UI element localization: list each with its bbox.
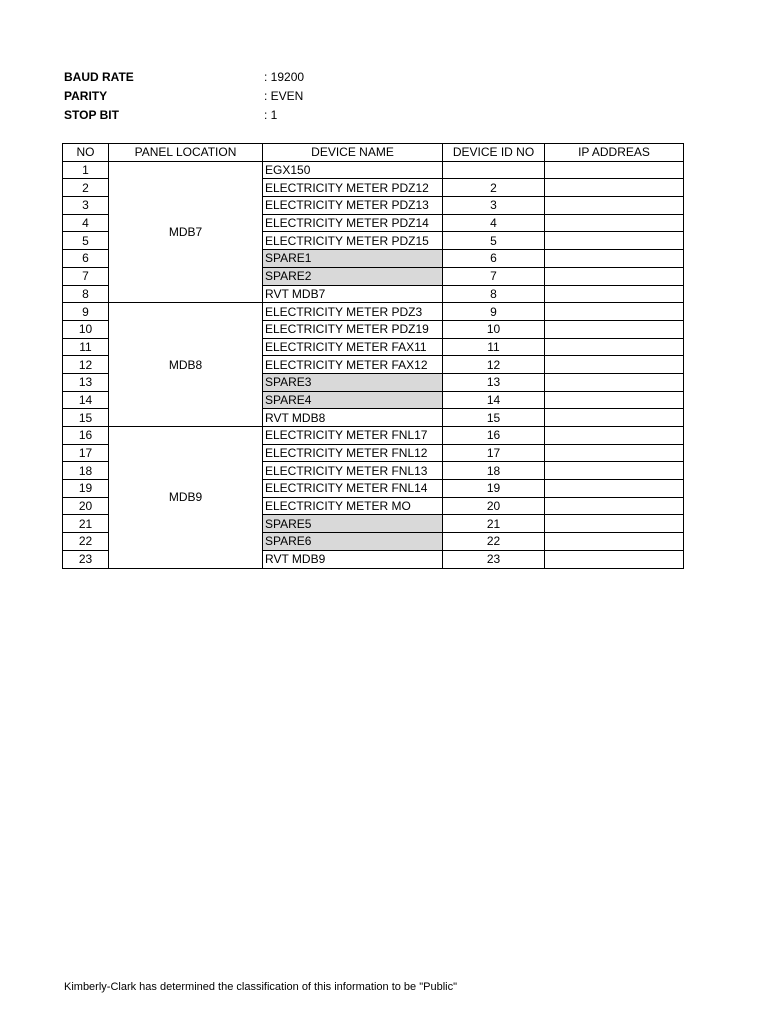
ip-address-cell bbox=[545, 267, 684, 285]
device-id-cell: 14 bbox=[443, 391, 545, 409]
row-number: 9 bbox=[63, 303, 109, 321]
header-no: NO bbox=[63, 144, 109, 162]
device-name-cell: RVT MDB9 bbox=[263, 550, 443, 568]
row-number: 7 bbox=[63, 267, 109, 285]
header-ip-address: IP ADDREAS bbox=[545, 144, 684, 162]
device-id-cell: 16 bbox=[443, 427, 545, 445]
row-number: 23 bbox=[63, 550, 109, 568]
ip-address-cell bbox=[545, 373, 684, 391]
ip-address-cell bbox=[545, 444, 684, 462]
device-name-cell: SPARE6 bbox=[263, 533, 443, 551]
row-number: 2 bbox=[63, 179, 109, 197]
device-name-cell: ELECTRICITY METER FAX12 bbox=[263, 356, 443, 374]
device-id-cell: 15 bbox=[443, 409, 545, 427]
device-id-cell: 6 bbox=[443, 250, 545, 268]
device-name-cell: ELECTRICITY METER PDZ13 bbox=[263, 197, 443, 215]
device-id-cell: 19 bbox=[443, 480, 545, 498]
device-name-cell: SPARE1 bbox=[263, 250, 443, 268]
device-name-cell: ELECTRICITY METER FNL14 bbox=[263, 480, 443, 498]
device-name-cell: RVT MDB8 bbox=[263, 409, 443, 427]
device-name-cell: ELECTRICITY METER MO bbox=[263, 497, 443, 515]
device-id-cell: 7 bbox=[443, 267, 545, 285]
table-row bbox=[63, 427, 684, 445]
stop-bit-row bbox=[64, 106, 364, 125]
device-id-cell: 18 bbox=[443, 462, 545, 480]
ip-address-cell bbox=[545, 480, 684, 498]
ip-address-cell bbox=[545, 533, 684, 551]
device-name-cell: ELECTRICITY METER FNL12 bbox=[263, 444, 443, 462]
row-number: 18 bbox=[63, 462, 109, 480]
row-number: 17 bbox=[63, 444, 109, 462]
device-name-cell: ELECTRICITY METER PDZ14 bbox=[263, 214, 443, 232]
header-panel-location: PANEL LOCATION bbox=[109, 144, 263, 162]
device-id-cell: 3 bbox=[443, 197, 545, 215]
device-id-cell: 20 bbox=[443, 497, 545, 515]
ip-address-cell bbox=[545, 161, 684, 179]
device-table bbox=[62, 143, 684, 569]
device-name-cell: ELECTRICITY METER FNL17 bbox=[263, 427, 443, 445]
ip-address-cell bbox=[545, 232, 684, 250]
ip-address-cell bbox=[545, 497, 684, 515]
device-name-cell: ELECTRICITY METER PDZ19 bbox=[263, 320, 443, 338]
communication-settings bbox=[64, 68, 364, 125]
ip-address-cell bbox=[545, 320, 684, 338]
row-number: 1 bbox=[63, 161, 109, 179]
row-number: 16 bbox=[63, 427, 109, 445]
stop-bit-value: : 1 bbox=[264, 108, 278, 122]
device-name-cell: ELECTRICITY METER PDZ12 bbox=[263, 179, 443, 197]
ip-address-cell bbox=[545, 462, 684, 480]
device-id-cell: 12 bbox=[443, 356, 545, 374]
device-name-cell: ELECTRICITY METER FNL13 bbox=[263, 462, 443, 480]
ip-address-cell bbox=[545, 515, 684, 533]
ip-address-cell bbox=[545, 250, 684, 268]
device-name-cell: ELECTRICITY METER FAX11 bbox=[263, 338, 443, 356]
table-body bbox=[63, 161, 684, 568]
header-device-name: DEVICE NAME bbox=[263, 144, 443, 162]
header-device-id: DEVICE ID NO bbox=[443, 144, 545, 162]
ip-address-cell bbox=[545, 214, 684, 232]
table-row bbox=[63, 161, 684, 179]
device-id-cell: 8 bbox=[443, 285, 545, 303]
ip-address-cell bbox=[545, 285, 684, 303]
classification-footer: Kimberly-Clark has determined the classification of this information to be "Public" bbox=[64, 981, 457, 993]
device-id-cell: 17 bbox=[443, 444, 545, 462]
device-id-cell: 4 bbox=[443, 214, 545, 232]
ip-address-cell bbox=[545, 427, 684, 445]
ip-address-cell bbox=[545, 356, 684, 374]
row-number: 15 bbox=[63, 409, 109, 427]
device-name-cell: ELECTRICITY METER PDZ3 bbox=[263, 303, 443, 321]
device-name-cell: RVT MDB7 bbox=[263, 285, 443, 303]
row-number: 12 bbox=[63, 356, 109, 374]
device-id-cell bbox=[443, 161, 545, 179]
device-name-cell: SPARE5 bbox=[263, 515, 443, 533]
device-name-cell: EGX150 bbox=[263, 161, 443, 179]
device-id-cell: 11 bbox=[443, 338, 545, 356]
row-number: 14 bbox=[63, 391, 109, 409]
device-id-cell: 22 bbox=[443, 533, 545, 551]
row-number: 21 bbox=[63, 515, 109, 533]
row-number: 20 bbox=[63, 497, 109, 515]
row-number: 11 bbox=[63, 338, 109, 356]
row-number: 10 bbox=[63, 320, 109, 338]
row-number: 8 bbox=[63, 285, 109, 303]
row-number: 19 bbox=[63, 480, 109, 498]
baud-rate-row bbox=[64, 68, 364, 87]
row-number: 13 bbox=[63, 373, 109, 391]
row-number: 3 bbox=[63, 197, 109, 215]
device-id-cell: 23 bbox=[443, 550, 545, 568]
ip-address-cell bbox=[545, 409, 684, 427]
panel-location-cell: MDB9 bbox=[109, 427, 263, 569]
device-id-cell: 5 bbox=[443, 232, 545, 250]
device-id-cell: 10 bbox=[443, 320, 545, 338]
parity-value: : EVEN bbox=[264, 89, 304, 103]
stop-bit-label: STOP BIT bbox=[64, 108, 119, 122]
parity-label: PARITY bbox=[64, 89, 108, 103]
row-number: 6 bbox=[63, 250, 109, 268]
device-id-cell: 13 bbox=[443, 373, 545, 391]
panel-location-cell: MDB7 bbox=[109, 161, 263, 303]
ip-address-cell bbox=[545, 338, 684, 356]
device-id-cell: 9 bbox=[443, 303, 545, 321]
device-id-cell: 21 bbox=[443, 515, 545, 533]
device-name-cell: SPARE2 bbox=[263, 267, 443, 285]
device-name-cell: SPARE4 bbox=[263, 391, 443, 409]
table-header-row bbox=[63, 144, 684, 162]
baud-rate-label: BAUD RATE bbox=[64, 70, 134, 84]
ip-address-cell bbox=[545, 179, 684, 197]
device-name-cell: ELECTRICITY METER PDZ15 bbox=[263, 232, 443, 250]
row-number: 4 bbox=[63, 214, 109, 232]
ip-address-cell bbox=[545, 391, 684, 409]
ip-address-cell bbox=[545, 197, 684, 215]
device-name-cell: SPARE3 bbox=[263, 373, 443, 391]
baud-rate-value: : 19200 bbox=[264, 70, 305, 84]
parity-row bbox=[64, 87, 364, 106]
device-id-cell: 2 bbox=[443, 179, 545, 197]
ip-address-cell bbox=[545, 303, 684, 321]
panel-location-cell: MDB8 bbox=[109, 303, 263, 427]
row-number: 5 bbox=[63, 232, 109, 250]
table-row bbox=[63, 303, 684, 321]
row-number: 22 bbox=[63, 533, 109, 551]
ip-address-cell bbox=[545, 550, 684, 568]
